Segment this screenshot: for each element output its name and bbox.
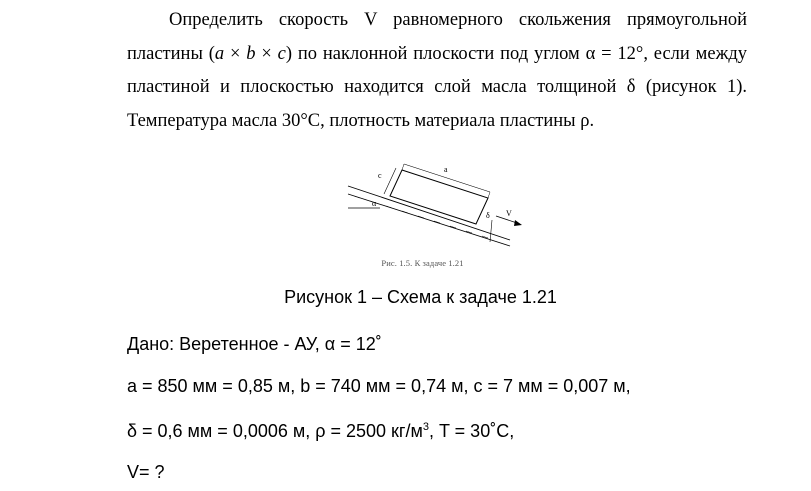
problem-text-part2: ) по наклонной плоскости под углом α = 12°, если между пластиной и плоскостью находится слой масла толщиной δ (рисунок 1). Температура масла 30°С, плотность материала пластины ρ.: [127, 43, 748, 131]
label-alpha: α: [372, 199, 377, 208]
inclined-plane-diagram: [340, 158, 540, 248]
delta-marker: [490, 220, 492, 242]
figure-caption: Рисунок 1 – Схема к задаче 1.21: [284, 287, 557, 307]
superscript-3: 3: [422, 421, 429, 433]
label-a: a: [444, 165, 448, 174]
dim-c: c: [277, 43, 286, 64]
given-line-3-rest: , T = 30˚С,: [429, 421, 515, 441]
given-line-4: V= ?: [127, 462, 165, 482]
times-sign: ×: [224, 43, 247, 64]
label-v: V: [506, 209, 512, 218]
dim-b: b: [246, 43, 256, 64]
problem-text-part1: Определить скорость V равномерного скольжения прямоугольной пластины (: [127, 10, 747, 64]
given-line-1: Дано: Веретенное - АУ, α = 12˚: [127, 334, 382, 354]
label-delta: δ: [486, 211, 490, 220]
given-line-3-text: δ = 0,6 мм = 0,0006 м, ρ = 2500 кг/м: [127, 421, 423, 441]
problem-statement: [127, 4, 747, 138]
dim-a: a: [214, 43, 225, 64]
given-line-3: [127, 421, 514, 442]
label-c: c: [378, 171, 382, 180]
velocity-arrowhead: [514, 220, 522, 226]
given-line-2: a = 850 мм = 0,85 м, b = 740 мм = 0,74 м, c = 7 мм = 0,007 м,: [127, 376, 631, 396]
times-sign: ×: [255, 43, 278, 64]
figure-small-caption: Рис. 1.5. К задаче 1.21: [381, 258, 464, 268]
